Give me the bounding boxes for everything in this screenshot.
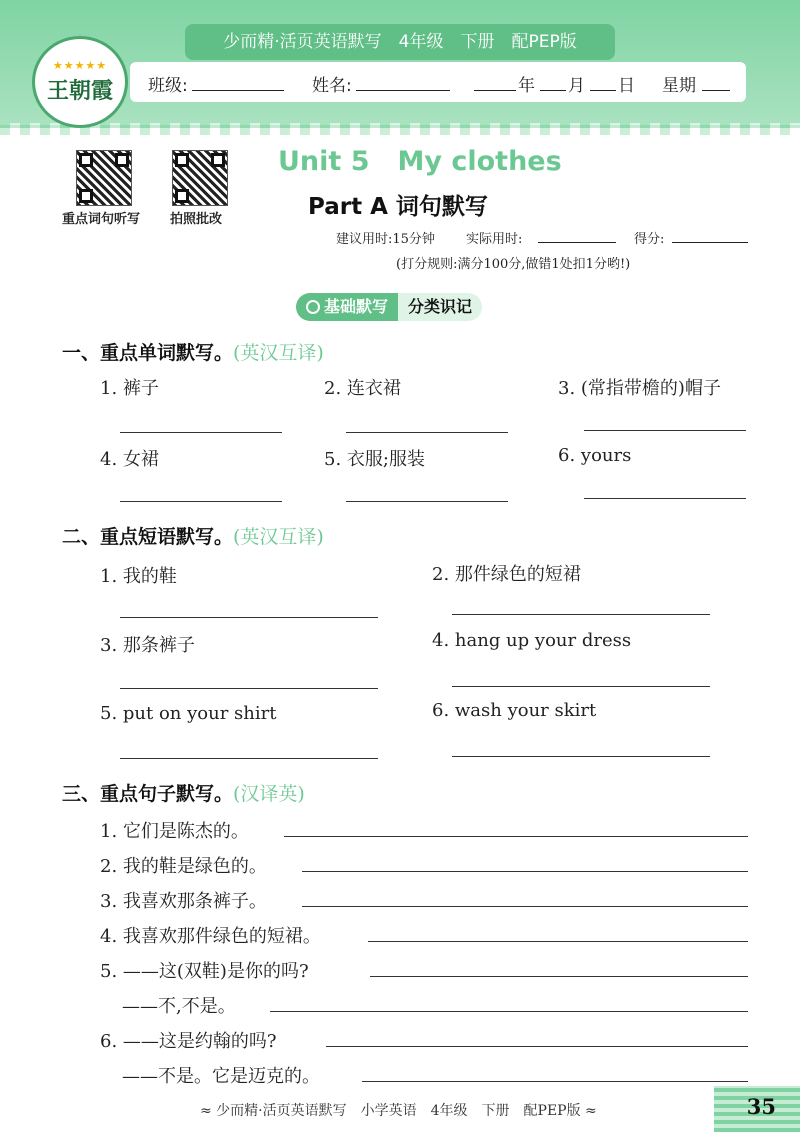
day-field[interactable] [590, 71, 616, 91]
qr-code-correction[interactable] [172, 150, 228, 206]
series-title: 少而精·活页英语默写 4年级 下册 配PEP版 [185, 24, 615, 60]
phrase-item-4: 4. hang up your dress [432, 630, 632, 651]
section-badge [296, 293, 482, 321]
sentence-answer-line-5b[interactable] [270, 1011, 748, 1012]
sentence-item-1: 1. 它们是陈杰的。 [100, 821, 249, 842]
phrase-item-3: 3. 那条裤子 [100, 635, 195, 656]
phrase-item-5: 5. put on your shirt [100, 703, 277, 724]
sentence-item-5a: 5. ——这(双鞋)是你的吗? [100, 961, 309, 982]
student-info-bar [130, 62, 746, 102]
qr-code-dictation[interactable] [76, 150, 132, 206]
score-field[interactable] [672, 228, 748, 243]
page-number: 35 [746, 1094, 776, 1119]
phrase-answer-line-1[interactable] [120, 617, 378, 618]
scoring-rule: (打分规则:满分100分,做错1处扣1分哟!) [396, 257, 631, 272]
phrase-answer-line-3[interactable] [120, 688, 378, 689]
month-label: 月 [568, 76, 585, 96]
section3-note: (汉译英) [233, 783, 305, 805]
sentence-item-2: 2. 我的鞋是绿色的。 [100, 856, 267, 877]
word-answer-line-5[interactable] [346, 501, 508, 502]
unit-number: Unit 5 [278, 146, 370, 177]
class-field[interactable] [192, 71, 284, 91]
sentence-answer-line-5a[interactable] [370, 976, 748, 977]
logo-text: 王朝霞 [46, 78, 113, 104]
page-number-tab [714, 1086, 800, 1132]
word-item-3: 3. (常指带檐的)帽子 [558, 378, 721, 399]
sentence-answer-line-6b[interactable] [362, 1081, 748, 1082]
sentence-item-6b: ——不是。它是迈克的。 [122, 1066, 320, 1087]
phrase-item-1: 1. 我的鞋 [100, 566, 177, 587]
word-answer-line-6[interactable] [584, 498, 746, 499]
section3-title: 三、重点句子默写。(汉译英) [62, 783, 305, 805]
qr-label-correction: 拍照批改 [170, 212, 223, 227]
phrase-answer-line-6[interactable] [452, 756, 710, 757]
word-answer-line-3[interactable] [584, 430, 746, 431]
month-field[interactable] [540, 71, 566, 91]
phrase-item-6: 6. wash your skirt [432, 700, 597, 721]
sentence-item-6a: 6. ——这是约翰的吗? [100, 1031, 277, 1052]
phrase-item-2: 2. 那件绿色的短裙 [432, 564, 581, 585]
actual-time-label: 实际用时: [466, 232, 523, 247]
medal-icon [306, 300, 320, 314]
badge-category: 分类识记 [398, 293, 482, 321]
section1-note: (英汉互译) [233, 342, 324, 364]
unit-title [278, 146, 562, 177]
section2-title: 二、重点短语默写。(英汉互译) [62, 526, 324, 548]
sentence-item-3: 3. 我喜欢那条裤子。 [100, 891, 267, 912]
phrase-answer-line-2[interactable] [452, 614, 710, 615]
logo-stars: ★★★★★ [52, 59, 108, 72]
word-item-6: 6. yours [558, 445, 632, 466]
weekday-label: 星期 [662, 76, 696, 96]
part-title: Part A 词句默写 [308, 194, 488, 220]
footer-series: ≈ 少而精·活页英语默写 小学英语 4年级 下册 配PEP版 ≈ [200, 1103, 597, 1119]
section2-note: (英汉互译) [233, 526, 324, 548]
phrase-answer-line-4[interactable] [452, 686, 710, 687]
logo [32, 36, 128, 128]
class-label: 班级: [148, 76, 188, 96]
sentence-answer-line-2[interactable] [302, 871, 748, 872]
word-answer-line-2[interactable] [346, 432, 508, 433]
day-label: 日 [618, 76, 635, 96]
word-answer-line-1[interactable] [120, 432, 282, 433]
year-field[interactable] [474, 71, 516, 91]
suggested-time: 建议用时:15分钟 [336, 232, 435, 247]
word-item-5: 5. 衣服;服装 [324, 449, 425, 470]
badge-basic: 基础默写 [296, 293, 398, 321]
sentence-item-4: 4. 我喜欢那件绿色的短裙。 [100, 926, 321, 947]
phrase-answer-line-5[interactable] [120, 758, 378, 759]
year-label: 年 [518, 76, 535, 96]
sentence-answer-line-1[interactable] [284, 836, 748, 837]
sentence-answer-line-4[interactable] [368, 941, 748, 942]
actual-time-field[interactable] [538, 228, 616, 243]
unit-topic: My clothes [397, 146, 562, 177]
name-label: 姓名: [312, 76, 352, 96]
weekday-field[interactable] [702, 71, 730, 91]
sentence-answer-line-3[interactable] [302, 906, 748, 907]
name-field[interactable] [356, 71, 450, 91]
word-answer-line-4[interactable] [120, 501, 282, 502]
word-item-4: 4. 女裙 [100, 449, 159, 470]
section1-title: 一、重点单词默写。(英汉互译) [62, 342, 324, 364]
word-item-2: 2. 连衣裙 [324, 378, 401, 399]
sentence-item-5b: ——不,不是。 [122, 996, 236, 1017]
word-item-1: 1. 裤子 [100, 378, 159, 399]
qr-label-dictation: 重点词句听写 [62, 212, 141, 227]
sentence-answer-line-6a[interactable] [326, 1046, 748, 1047]
score-label: 得分: [634, 232, 665, 247]
